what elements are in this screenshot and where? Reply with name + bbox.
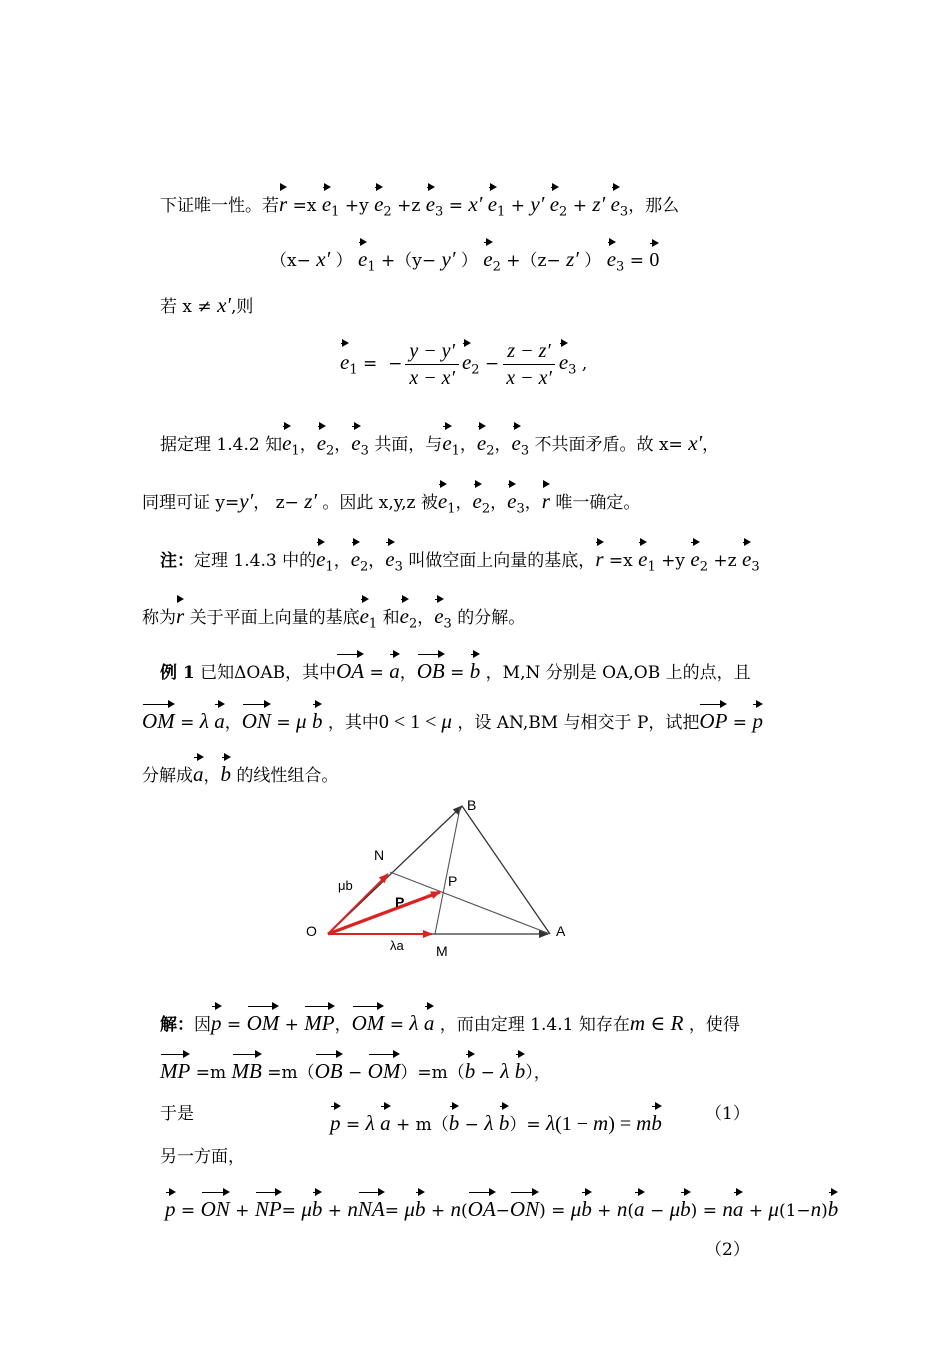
text: 称为: [142, 608, 176, 628]
similarly-line: 同理可证 y=y′， z− z′ 。因此 x,y,z 被$e_1$，$e_2$，$e_3$，r 唯一确定。: [142, 480, 640, 521]
text: ，M,N 分别是 OA,OB 上的点，且: [485, 663, 751, 683]
label-p-bold: P: [395, 894, 405, 910]
text: 因: [194, 1015, 211, 1035]
solution-line: 解：因p = OM + MP，OM = λ a ，而由定理 1.4.1 知存在m ∈ R ，使得: [160, 1002, 740, 1037]
text: ，而由定理 1.4.1 知存在: [439, 1015, 630, 1035]
text: 不共面矛盾。故 x=: [534, 435, 683, 455]
text: 已知ΔOAB，其中: [200, 663, 337, 683]
label-m: M: [436, 943, 448, 959]
text: 共面，与: [374, 435, 443, 455]
text: 同理可证 y=: [142, 493, 240, 513]
label-o: O: [306, 923, 317, 939]
text: 定理 1.4.3 中的: [194, 551, 317, 571]
label-mub: μb: [338, 878, 353, 893]
text: 注：: [160, 551, 194, 571]
text: 和: [382, 608, 400, 628]
edge-ba: [462, 806, 550, 934]
text: 下证唯一性。若: [160, 196, 279, 216]
text: 的分解。: [457, 608, 526, 628]
theorem-142-line: 据定理 1.4.2 知$e_1$，$e_2$，$e_3$ 共面，与$e_1$，$e_2$，$e_3$ 不共面矛盾。故 x= x′，: [160, 422, 719, 463]
text: 。因此 x,y,z 被: [322, 493, 438, 513]
uniqueness-line: 下证唯一性。若r =x $e_1 +y$ $e_2 +z$ $e_3 = x'$ $e_1 + y'$ $e_2 + z'$ $e_3$，那么: [160, 183, 679, 224]
equation-2-line: p = ON + NP= μb + nNA= μb + n(OA−ON) = μb + n(a − μb) = na + μ(1−n)b: [165, 1188, 838, 1223]
text: （2）: [705, 1240, 750, 1260]
label-p: P: [448, 873, 458, 889]
text: 的线性组合。: [236, 766, 339, 786]
label-lambdaa: λa: [390, 938, 404, 953]
label-a: A: [556, 923, 566, 939]
label-b: B: [467, 797, 477, 813]
text: 另一方面，: [160, 1147, 245, 1167]
vector-p: [328, 892, 440, 934]
text: 若 x: [160, 297, 192, 317]
text: 叫做空面上向量的基底，: [408, 551, 596, 571]
text: ，设 AN,BM 与相交于 P，试把: [457, 713, 700, 733]
mp-line: MP =m MB =m（OB − OM）=m（b − λ b），: [160, 1050, 551, 1085]
example-1-line: 例 1 已知ΔOAB，其中OA = a，OB = b ，M,N 分别是 OA,OB 上的点，且: [160, 650, 751, 685]
linear-combination-line: 分解成a，b 的线性组合。: [142, 753, 338, 788]
text: （1）: [705, 1104, 750, 1124]
text: 据定理 1.4.2 知: [160, 435, 283, 455]
decomposition-line: 称为r 关于平面上向量的基底$e_1$ 和$e_2$，$e_3$ 的分解。: [142, 595, 525, 636]
text: 关于平面上向量的基底: [189, 608, 360, 628]
if-x-not-equal-line: 若 x ≠ x′,则: [160, 293, 254, 317]
triangle-figure: [300, 790, 590, 970]
om-on-line: OM = λ a，ON = μ b ，其中0 < 1 < μ ，设 AN,BM 与相交于 P，试把OP = p: [142, 700, 763, 735]
difference-equation: （x− x′ ） $e_1 +(y- y'$ ） $e_2 +(z- z'$ ） $e_3 = 0$: [270, 238, 659, 279]
vector-mub: [328, 874, 388, 934]
text: 唯一确定。: [555, 493, 641, 513]
text: ，使得: [688, 1015, 740, 1035]
text: ，其中: [327, 713, 379, 733]
text: ，那么: [628, 196, 680, 216]
text: 解：: [160, 1015, 194, 1035]
cevian-bm: [435, 808, 460, 934]
equation-1-line: 于是 p = λ a + m（b − λ b）= λ(1 − m) = mb （1）: [160, 1104, 750, 1135]
text: 于是: [160, 1104, 194, 1124]
text: 例 1: [160, 663, 195, 683]
text: 分解成: [142, 766, 193, 786]
e1-expression: $e_1$ = − $\frac{y - y'}{x - x'}$ $e_2$ − $\frac{z - z'}{x - x'}$ $e_3$ ,: [340, 340, 588, 389]
note-line: 注：定理 1.4.3 中的$e_1$，$e_2$，$e_3$ 叫做空面上向量的基底，r =x $e_1 +y$ $e_2 +z$ $e_3$: [160, 538, 760, 579]
equation-2-number: [705, 1238, 750, 1262]
text: ,则: [230, 297, 254, 317]
label-n: N: [374, 847, 385, 863]
on-the-other-hand-line: [160, 1145, 245, 1169]
